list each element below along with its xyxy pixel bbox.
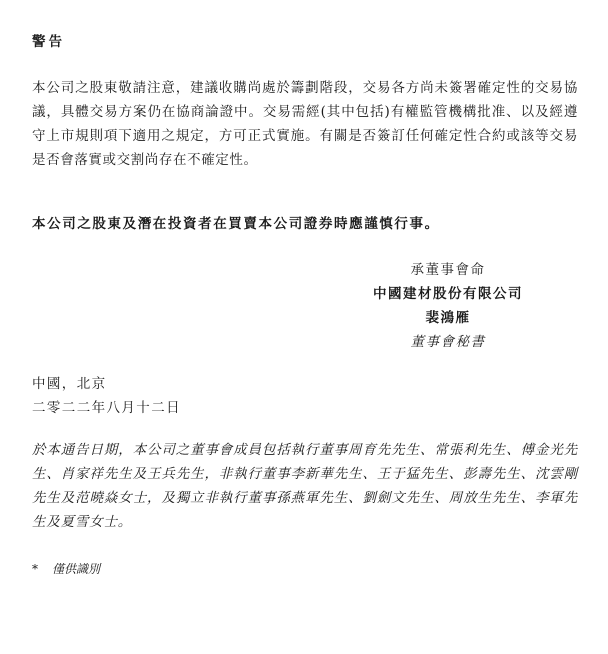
signatory-name: 裴鴻雁 xyxy=(425,310,471,326)
company-name: 中國建材股份有限公司 xyxy=(373,286,523,302)
signatory-title: 董事會秘書 xyxy=(410,334,486,350)
announcement-date: 二零二二年八月十二日 xyxy=(32,400,181,416)
location: 中國，北京 xyxy=(32,376,107,392)
warning-paragraph: 本公司之股東敬請注意，建議收購尚處於籌劃階段，交易各方尚未簽署確定性的交易協議，具體交易方案仍在協商論證中。交易需經(其中包括)有權監管機構批准、以及經遵守上市規則項下適用之規定，方可正式實施。有關是否簽訂任何確定性合約或該等交易是否會落實或交割尚存在不確定性。 xyxy=(32,80,578,168)
caution-statement: 本公司之股東及潛在投資者在買賣本公司證券時應謹慎行事。 xyxy=(32,216,440,232)
by-order-line: 承董事會命 xyxy=(410,262,486,278)
footnote-text: 僅供識別 xyxy=(52,562,101,576)
place-date-block xyxy=(32,372,181,420)
directors-statement: 於本通告日期，本公司之董事會成員包括執行董事周育先先生、常張利先生、傅金光先生、肖家祥先生及王兵先生，非執行董事李新華先生、王于猛先生、彭壽先生、沈雲剛先生及范曉焱女士，及獨立非執行董事孫燕軍先生、劉劍文先生、周放生先生、李軍先生及夏雪女士。 xyxy=(32,442,578,530)
footnote xyxy=(32,560,100,577)
warning-heading: 警告 xyxy=(32,34,65,50)
signature-block xyxy=(328,258,568,354)
footnote-marker: * xyxy=(32,562,38,576)
